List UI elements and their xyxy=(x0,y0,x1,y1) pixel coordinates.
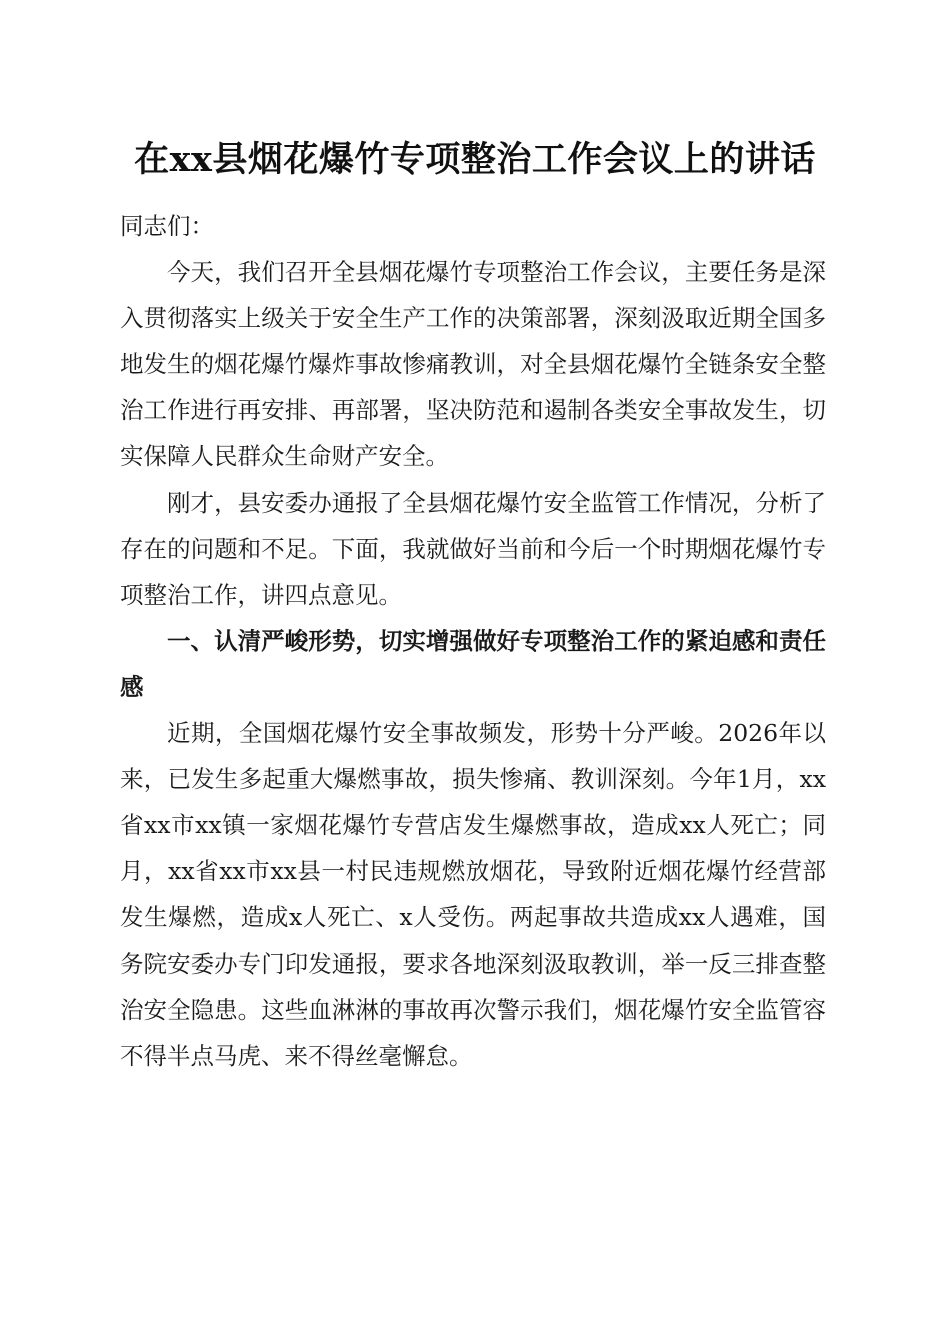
document-title: 在xx县烟花爆竹专项整治工作会议上的讲话 xyxy=(134,139,816,180)
document-body xyxy=(120,203,826,1079)
paragraph-opening: 今天，我们召开全县烟花爆竹专项整治工作会议，主要任务是深入贯彻落实上级关于安全生产工作的决策部署，深刻汲取近期全国多地发生的烟花爆竹爆炸事故惨痛教训，对全县烟花爆竹全链条安全整治工作进行再安排、再部署，坚决防范和遏制各类安全事故发生，切实保障人民群众生命财产安全。 xyxy=(120,258,826,471)
salutation: 同志们： xyxy=(120,212,214,240)
paragraph-overview: 刚才，县安委办通报了全县烟花爆竹安全监管工作情况，分析了存在的问题和不足。下面，我就做好当前和今后一个时期烟花爆竹专项整治工作，讲四点意见。 xyxy=(120,488,826,609)
section-1-paragraph: 近期，全国烟花爆竹安全事故频发，形势十分严峻。2026年以来，已发生多起重大爆燃事故，损失惨痛、教训深刻。今年1月，xx省xx市xx镇一家烟花爆竹专营店发生爆燃事故，造成xx人死亡；同月，xx省xx市xx县一村民违规燃放烟花，导致附近烟花爆竹经营部发生爆燃，造成x人死亡、x人受伤。两起事故共造成xx人遇难，国务院安委办专门印发通报，要求各地深刻汲取教训，举一反三排查整治安全隐患。这些血淋淋的事故再次警示我们，烟花爆竹安全监管容不得半点马虎、来不得丝毫懈怠。 xyxy=(120,719,826,1070)
section-heading-1: 一、认清严峻形势，切实增强做好专项整治工作的紧迫感和责任感 xyxy=(120,626,826,701)
